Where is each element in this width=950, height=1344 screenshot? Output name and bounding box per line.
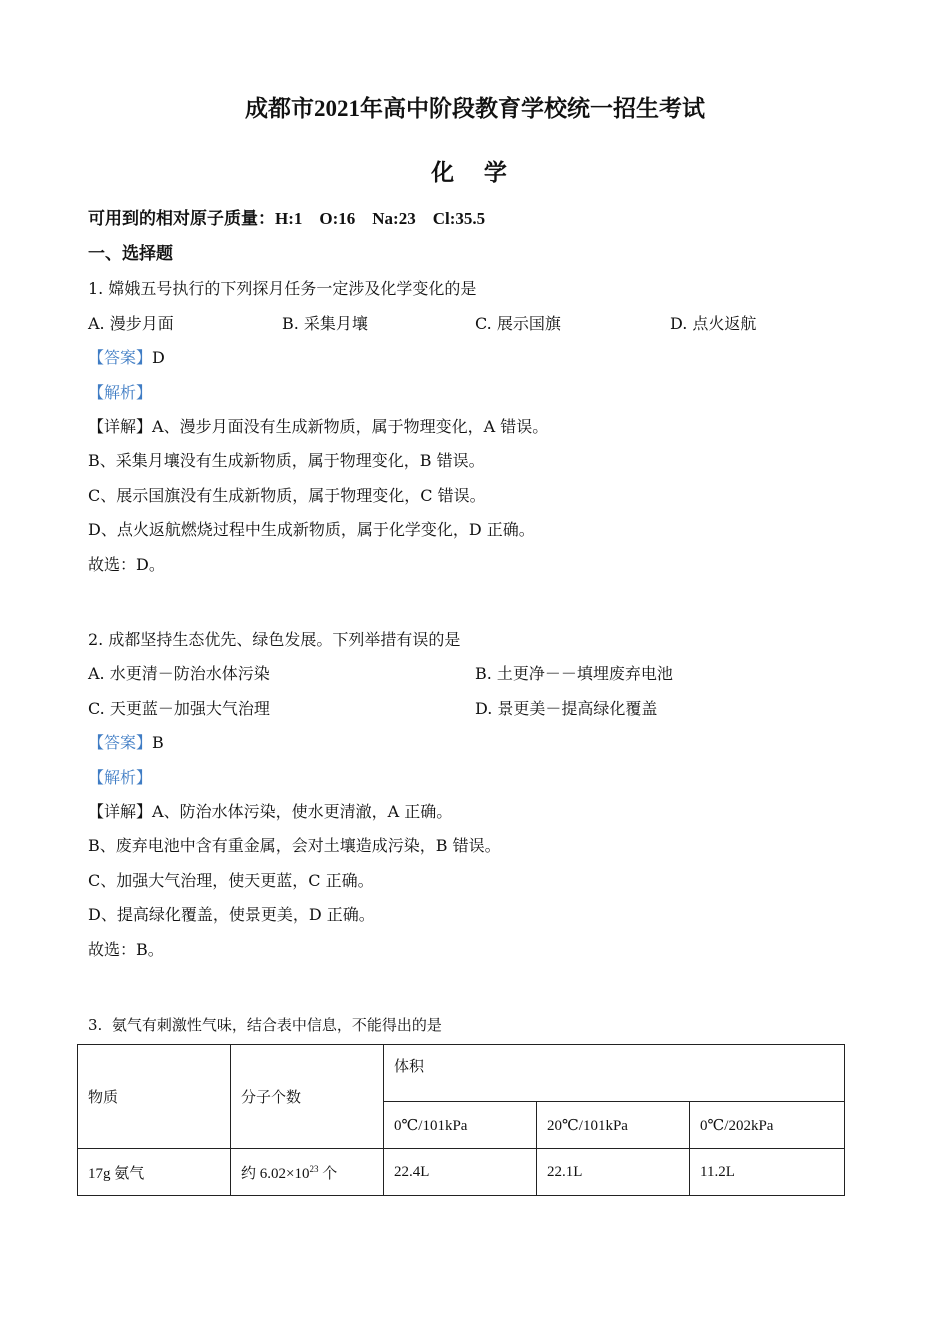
condition-2: 0℃/202kPa	[690, 1102, 845, 1149]
condition-1: 20℃/101kPa	[537, 1102, 690, 1149]
exam-title: 成都市2021年高中阶段教育学校统一招生考试	[245, 96, 705, 121]
detail-label: 【详解】	[88, 802, 153, 821]
q2-detail-1: B、废弃电池中含有重金属，会对土壤造成污染，B 错误。	[88, 836, 501, 855]
answer-value: B	[152, 733, 164, 752]
q3-stem: 3. 氨气有刺激性气味，结合表中信息，不能得出的是	[88, 1016, 442, 1034]
section-heading: 一、选择题	[88, 244, 173, 263]
answer-label: 【答案】	[88, 348, 153, 367]
molecule-exponent: 23	[309, 1163, 319, 1174]
q2-option-a: A. 水更清－防治水体污染	[88, 664, 270, 683]
q2-answer	[88, 733, 164, 753]
q2-detail-2: C、加强大气治理，使天更蓝，C 正确。	[88, 871, 374, 890]
q1-detail-3: D、点火返航燃烧过程中生成新物质，属于化学变化，D 正确。	[88, 520, 535, 539]
header-volume: 体积	[384, 1045, 845, 1102]
header-molecule-count: 分子个数	[231, 1045, 384, 1149]
q2-conclusion: 故选：B。	[88, 940, 164, 959]
q1-answer	[88, 348, 165, 368]
q1-detail-1: B、采集月壤没有生成新物质，属于物理变化，B 错误。	[88, 451, 485, 470]
q1-option-c: C. 展示国旗	[475, 314, 561, 333]
molecule-suffix: 个	[318, 1165, 338, 1182]
q2-option-b: B. 土更净－－填埋废弃电池	[475, 664, 673, 683]
q1-option-d: D. 点火返航	[670, 314, 757, 333]
q2-option-d: D. 景更美－提高绿化覆盖	[475, 699, 658, 718]
header-substance: 物质	[78, 1045, 231, 1149]
cell-substance: 17g 氨气	[78, 1149, 231, 1196]
cell-volume-0: 22.4L	[384, 1149, 537, 1196]
atomic-mass-note: 可用到的相对原子质量：H:1 O:16 Na:23 Cl:35.5	[88, 209, 486, 228]
q2-option-c: C. 天更蓝－加强大气治理	[88, 699, 270, 718]
q2-analysis-label: 【解析】	[88, 768, 153, 787]
q2-detail-0	[88, 802, 452, 822]
q1-option-a: A. 漫步月面	[88, 314, 174, 333]
q2-detail-3: D、提高绿化覆盖，使景更美，D 正确。	[88, 905, 375, 924]
detail-label: 【详解】	[88, 417, 153, 436]
molecule-prefix: 约 6.02×10	[241, 1165, 310, 1182]
subject-title: 化 学	[431, 160, 519, 185]
q1-conclusion: 故选：D。	[88, 555, 165, 574]
q3-data-table	[77, 1044, 845, 1196]
q2-stem: 2. 成都坚持生态优先、绿色发展。下列举措有误的是	[88, 630, 461, 649]
detail-text: A、漫步月面没有生成新物质，属于物理变化，A 错误。	[152, 417, 549, 436]
q1-option-b: B. 采集月壤	[282, 314, 368, 333]
answer-value: D	[152, 348, 165, 367]
condition-0: 0℃/101kPa	[384, 1102, 537, 1149]
cell-volume-1: 22.1L	[537, 1149, 690, 1196]
answer-label: 【答案】	[88, 733, 153, 752]
cell-molecule-count	[231, 1149, 384, 1196]
q1-detail-2: C、展示国旗没有生成新物质，属于物理变化，C 错误。	[88, 486, 486, 505]
detail-text: A、防治水体污染，使水更清澈，A 正确。	[152, 802, 453, 821]
cell-volume-2: 11.2L	[690, 1149, 845, 1196]
q1-detail-0	[88, 417, 548, 437]
q1-stem: 1. 嫦娥五号执行的下列探月任务一定涉及化学变化的是	[88, 279, 477, 298]
q1-analysis-label: 【解析】	[88, 383, 153, 402]
